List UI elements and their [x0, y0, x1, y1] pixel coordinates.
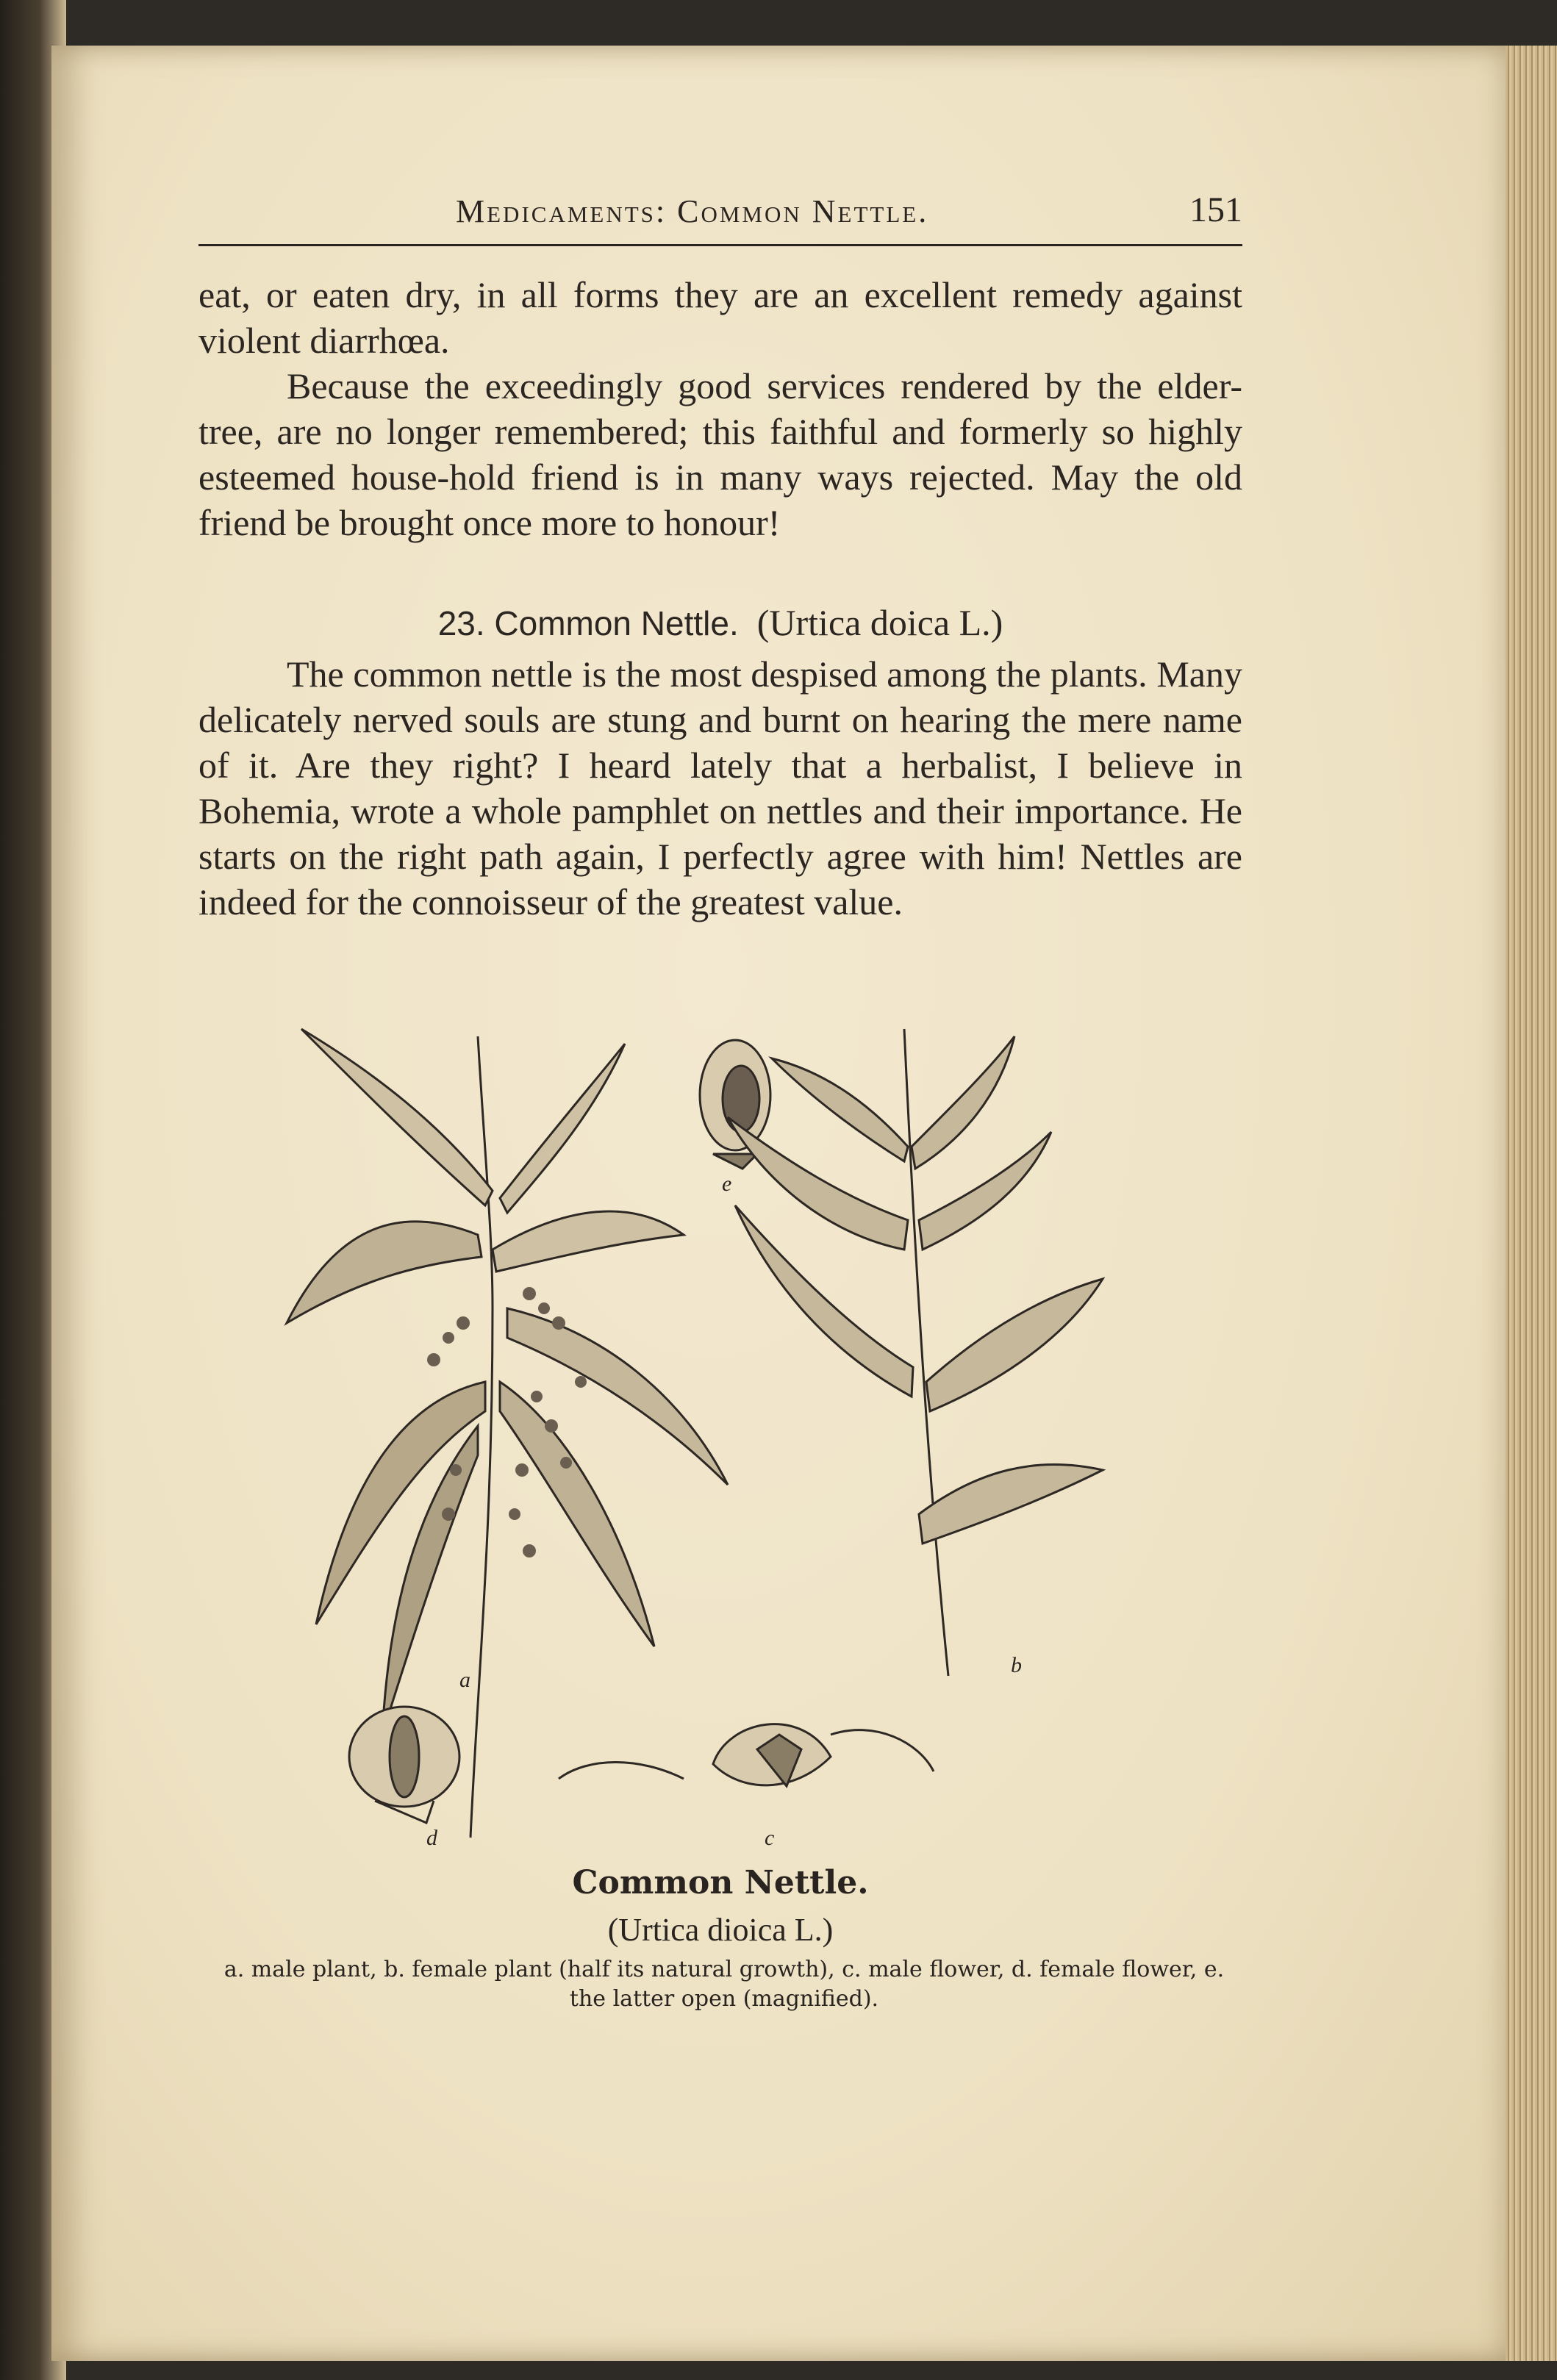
section-latin-name: (Urtica doica L.) — [756, 602, 1003, 643]
male-flower-detail — [559, 1724, 934, 1786]
section-heading — [198, 601, 1242, 644]
paragraph-text: The common nettle is the most despised among the plants. Many delicately nerved souls are stung and burnt on hearing the mere name of it. Are they right? I heard lately that a herbalist, I believe in Bohemia, wrote a whole pamphlet on nettles and their importance. He starts on the right path again, I perfectly agree with him! Nettles are indeed for the connoisseur of the greatest value. — [198, 653, 1242, 922]
figure-caption-note: a. male plant, b. female plant (half its natural growth), c. male flower, d. female flower, e. the latter open (magnified). — [223, 1957, 1225, 2012]
paragraph-continuation — [198, 272, 1242, 363]
page-number: 151 — [1189, 190, 1242, 229]
section-title: 23. Common Nettle. — [437, 604, 739, 642]
figure-label-b: b — [1011, 1653, 1022, 1677]
page-header — [198, 190, 1242, 246]
figure-caption-latin: (Urtica dioica L.) — [607, 1912, 834, 1948]
male-plant-leaf — [493, 1211, 684, 1272]
running-title: Medicaments: Common Nettle. — [456, 193, 929, 229]
figure-label-e: e — [722, 1172, 732, 1196]
figure-label-a: a — [459, 1668, 470, 1692]
paragraph-text: eat, or eaten dry, in all forms they are an excellent remedy against violent diarrhœa. — [198, 274, 1242, 361]
female-plant — [728, 1029, 1103, 1676]
paragraph-text: Because the exceedingly good services rendered by the elder-tree, are no longer remembered; this faithful and formerly so highly esteemed house-hold friend is in many ways rejected. May the old friend be brought once more to honour! — [198, 365, 1242, 543]
female-flower-detail — [349, 1707, 459, 1823]
figure-caption-title: Common Nettle. — [572, 1864, 869, 1902]
paragraph-nettle — [198, 651, 1242, 925]
figure-label-d: d — [426, 1826, 437, 1850]
figure-label-c: c — [765, 1826, 775, 1850]
nettle-engraving — [272, 1014, 1176, 1852]
page-edges — [1506, 46, 1557, 2361]
male-plant-leaf — [500, 1044, 625, 1213]
male-plant-leaf — [287, 1222, 482, 1323]
paragraph-elder-tree — [198, 363, 1242, 545]
nettle-illustration — [272, 1014, 1176, 1852]
male-plant-leaf — [500, 1382, 654, 1646]
male-plant-leaf — [301, 1029, 493, 1205]
